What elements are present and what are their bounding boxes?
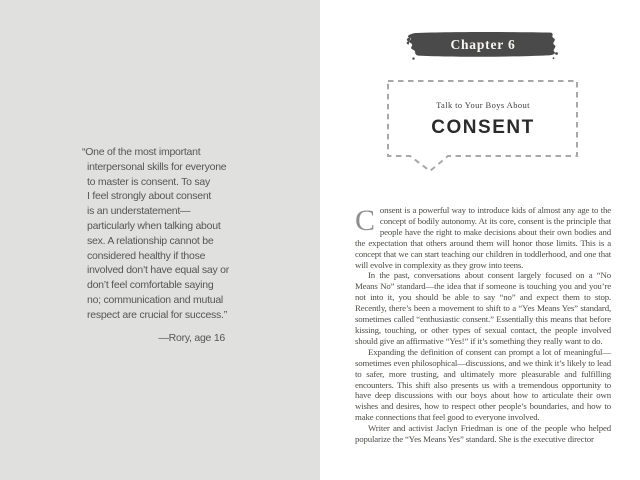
quote-line: I feel strongly about consent [87,190,212,203]
quote-line: to master is consent. To say [87,175,210,188]
quote-line: particularly when talking about [87,219,221,232]
quote-attribution: —Rory, age 16 [158,331,225,344]
quote-line: no; communication and mutual [87,293,223,306]
chapter-banner [404,30,562,61]
right-page [320,0,640,480]
quote-line: involved don’t have equal say or [87,264,230,277]
paragraph: Writer and activist Jaclyn Friedman is one of the people who helped popularize the “Yes Means Yes” standard. She is the executive director [355,423,611,445]
chapter-title: CONSENT [431,116,535,138]
quote-line: don’t feel comfortable saying [87,279,214,292]
chapter-title-block [387,80,579,156]
quote-line: respect are crucial for success.” [87,308,227,321]
quote-line: “One of the most important [82,146,201,158]
quote-line: interpersonal skills for everyone [87,160,227,173]
paragraph: In the past, conversations about consent largely focused on a “No Means No” standard—the idea that if someone is touching you and you’re not into it, you should be able to say “no” and expect them to stop. Recently, there’s been a movement to shift to a “Yes Means Yes” standard, sometimes called “enthusiastic consent.” Essentially this means that before kissing, touching, or other types of sexual contact, the people involved should give an affirmative “Yes!” if it’s something they really want to do. [355,270,611,346]
dropcap: C [355,204,375,237]
pull-quote [82,145,239,345]
paragraph-text: onsent is a powerful way to introduce kids of almost any age to the concept of bodily autonomy. At its core, consent is the principle that people have the right to make decisions about their own bodies and the expectation that others around them will honor those limits. This is a concept that we can start teaching our children in toddlerhood, and one that will evolve in complexity as they grow into teens. [355,205,611,270]
quote-line: sex. A relationship cannot be [87,234,214,247]
paragraph [355,205,611,270]
chapter-label: Chapter 6 [450,37,516,52]
paragraph: Expanding the definition of consent can prompt a lot of meaningful—sometimes even philosophical—discussions, and we think it’s likely to lead to safer, more trusting, and ultimately more pleasurable and fulfilling encounters. This shift also presents us with a tremendous opportunity to have deep discussions with our boys about how to articulate their own wishes and desires, how to respect other people’s boundaries, and how to make connections that feel good to everyone involved. [355,346,611,423]
quote-line: considered healthy if those [87,249,206,262]
chapter-kicker: Talk to Your Boys About [436,99,530,110]
quote-line: is an understatement— [87,205,191,218]
body-text [355,205,611,445]
